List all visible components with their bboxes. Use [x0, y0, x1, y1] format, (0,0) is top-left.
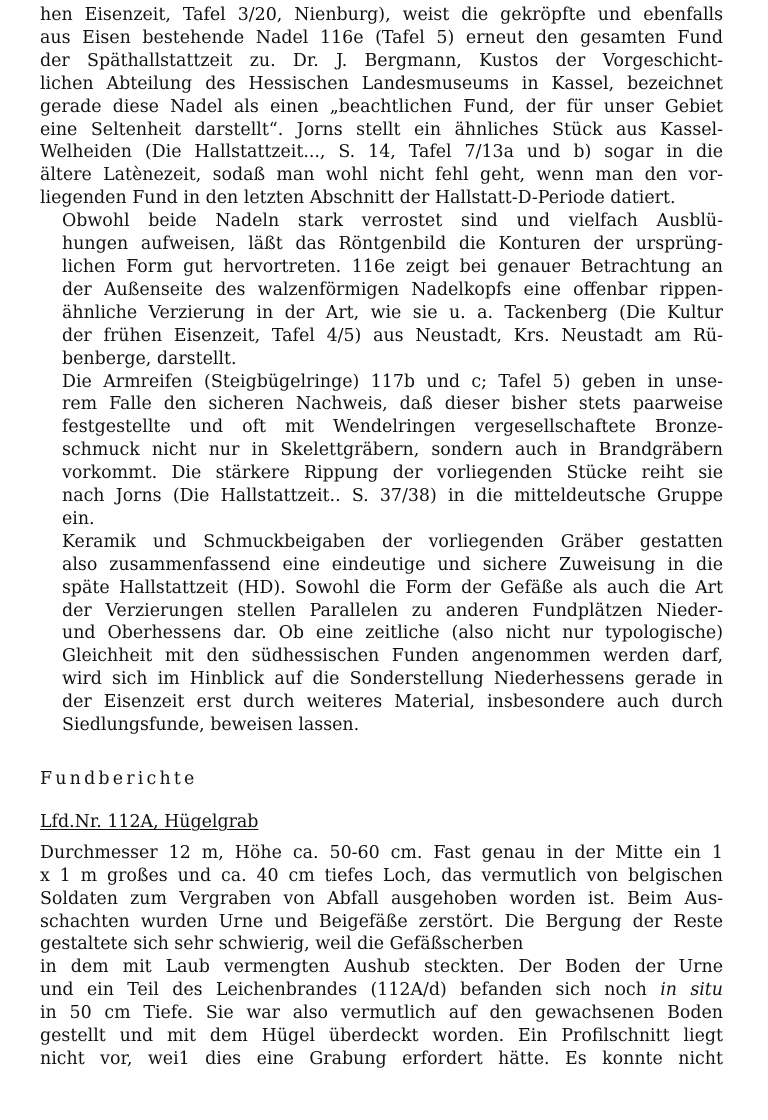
section-heading-fundberichte: Fundberichte: [40, 769, 198, 789]
text-line: festgestellte und oft mit Wendelringen vergesellschaftete Bronze-: [62, 417, 723, 438]
text-line: liegenden Fund in den letzten Abschnitt der Hallstatt-D-Periode datiert.: [40, 188, 676, 209]
text-line: hen Eisenzeit, Tafel 3/20, Nienburg), weist die gekröpfte und ebenfalls: [40, 5, 723, 25]
text-line: aus Eisen bestehende Nadel 116e (Tafel 5) erneut den gesamten Fund: [40, 27, 723, 48]
report-line-text: und ein Teil des Leichenbrandes (112A/d) befanden sich noch: [40, 980, 647, 1001]
spacer: [40, 737, 723, 768]
paragraph-grave-report: [40, 842, 723, 1071]
paragraph-hallstatt-needle: [40, 4, 723, 210]
text-line: Siedlungsfunde, beweisen lassen.: [62, 715, 360, 736]
text-line: der Verzierungen stellen Parallelen zu anderen Fundplätzen Nieder-: [62, 600, 723, 621]
spacer: [40, 791, 723, 811]
text-line: vorkommt. Die stärkere Rippung der vorliegenden Stücke reiht sie: [62, 463, 723, 484]
text-line: Obwohl beide Nadeln stark verrostet sind und vielfach Ausblü-: [62, 211, 723, 232]
report-line: nicht vor, wei1 dies eine Grabung erfordert hätte. Es konnte nicht: [40, 1048, 723, 1069]
text-line: lichen Abteilung des Hessischen Landesmuseums in Kassel, bezeichnet: [40, 73, 723, 94]
text-line: wird sich im Hinblick auf die Sonderstellung Niederhessens gerade in: [62, 669, 723, 690]
report-line: gestaltete sich sehr schwierig, weil die Gefäßscherben: [40, 934, 524, 955]
report-line: Soldaten zum Vergraben von Abfall ausgehoben worden ist. Beim Aus-: [40, 888, 723, 909]
report-line: schachten wurden Urne und Beigefäße zerstört. Die Bergung der Reste: [40, 911, 723, 932]
text-line: Gleichheit mit den südhessischen Funden angenommen werden darf,: [62, 646, 723, 667]
paragraph-xray-needles: [40, 210, 723, 370]
paragraph-summary-dating: [40, 531, 723, 737]
text-line: der Eisenzeit erst durch weiteres Material, insbesondere auch durch: [62, 692, 723, 713]
text-line: späte Hallstattzeit (HD). Sowohl die Form der Gefäße als auch die Art: [62, 577, 723, 598]
text-line: Die Armreifen (Steigbügelringe) 117b und c; Tafel 5) geben in unse-: [62, 371, 723, 392]
report-line: in 50 cm Tiefe. Sie war also vermutlich auf den gewachsenen Boden: [40, 1003, 723, 1024]
text-line: schmuck nicht nur in Skelettgräbern, sondern auch in Brandgräbern: [62, 440, 723, 461]
document-page: [40, 4, 723, 1071]
text-line: gerade diese Nadel als einen „beachtlichen Fund, der für unser Gebiet: [40, 96, 723, 117]
text-line: Keramik und Schmuckbeigaben der vorliegenden Gräber gestatten: [62, 531, 723, 552]
report-line: gestellt und mit dem Hügel überdeckt worden. Ein Profilschnitt liegt: [40, 1026, 723, 1047]
text-line: rem Falle den sicheren Nachweis, daß dieser bisher stets paarweise: [62, 394, 723, 415]
text-line: eine Seltenheit darstellt“. Jorns stellt ein ähnliches Stück aus Kassel-: [40, 119, 723, 140]
report-line-insitu: [40, 979, 723, 1002]
insitu-term: in situ: [660, 980, 723, 1001]
text-line: ähnliche Verzierung in der Art, wie sie u. a. Tackenberg (Die Kultur: [62, 302, 723, 323]
text-line: der Späthallstattzeit zu. Dr. J. Bergmann, Kustos der Vorgeschicht-: [40, 50, 723, 71]
text-line: der Außenseite des walzenförmigen Nadelkopfs eine offenbar rippen-: [62, 279, 723, 300]
text-line: also zusammenfassend eine eindeutige und sichere Zuweisung in die: [62, 554, 723, 575]
text-line: benberge, darstellt.: [62, 348, 237, 369]
text-line: nach Jorns (Die Hallstattzeit.. S. 37/38) in die mitteldeutsche Gruppe: [62, 486, 723, 507]
subheading-grave-112a: Lfd.Nr. 112A, Hügelgrab: [40, 811, 259, 832]
report-line: x 1 m großes und ca. 40 cm tiefes Loch, das vermutlich von belgischen: [40, 865, 723, 886]
text-line: ältere Latènezeit, sodaß man wohl nicht fehl geht, wenn man den vor-: [40, 165, 723, 186]
text-line: ein.: [62, 508, 95, 529]
text-line: Welheiden (Die Hallstattzeit..., S. 14, Tafel 7/13a und b) sogar in die: [40, 142, 723, 163]
report-line: Durchmesser 12 m, Höhe ca. 50-60 cm. Fast genau in der Mitte ein 1: [40, 842, 723, 863]
paragraph-arm-rings: [40, 371, 723, 531]
text-line: und Oberhessens dar. Ob eine zeitliche (also nicht nur typologische): [62, 623, 723, 644]
text-line: lichen Form gut hervortreten. 116e zeigt bei genauer Betrachtung an: [62, 256, 723, 277]
text-line: der frühen Eisenzeit, Tafel 4/5) aus Neustadt, Krs. Neustadt am Rü-: [62, 325, 723, 346]
report-line: in dem mit Laub vermengten Aushub steckten. Der Boden der Urne: [40, 957, 723, 978]
text-line: hungen aufweisen, läßt das Röntgenbild die Konturen der ursprüng-: [62, 234, 723, 255]
spacer: [40, 834, 723, 842]
